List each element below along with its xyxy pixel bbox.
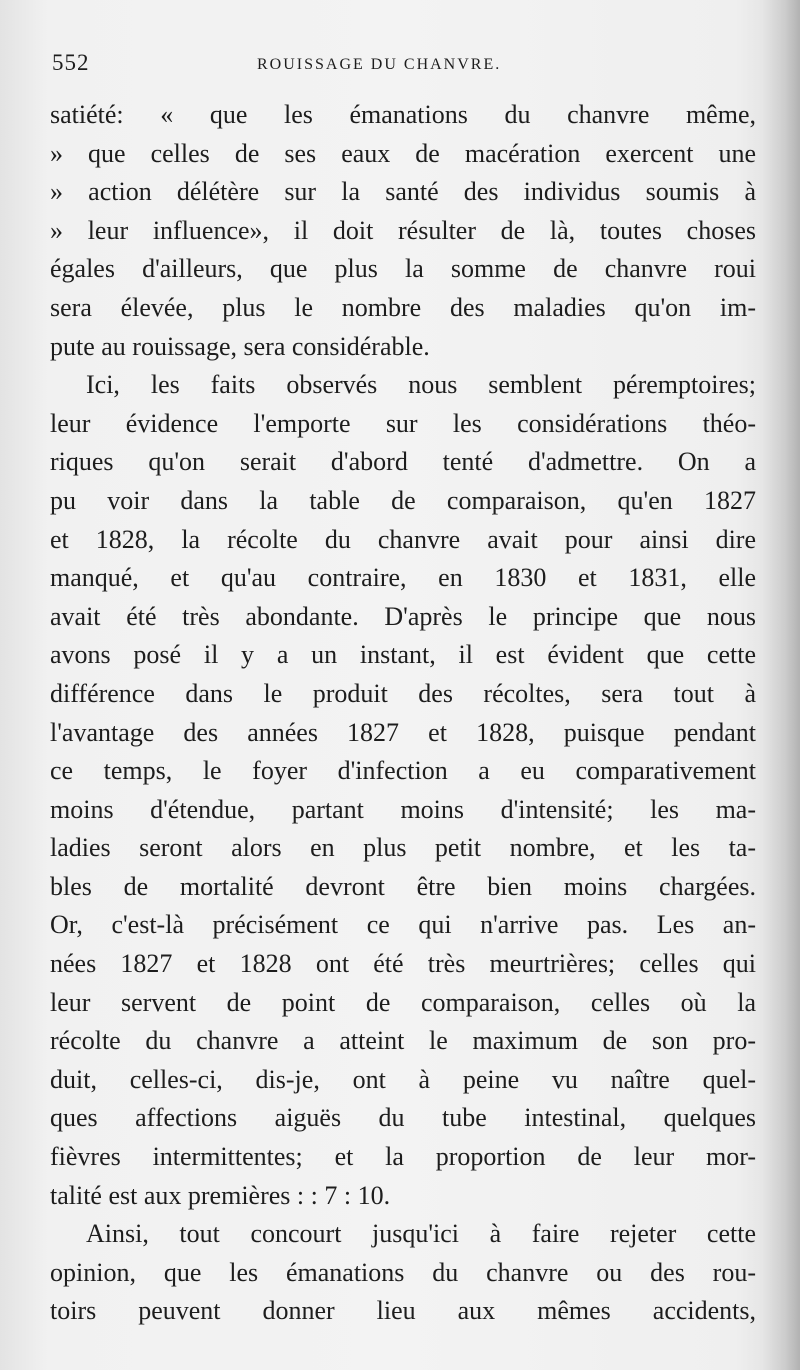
- text-line: avons posé il y a un instant, il est évident que cette: [50, 640, 756, 670]
- text-line: ladies seront alors en plus petit nombre, et les ta-: [50, 833, 756, 863]
- text-line: ce temps, le foyer d'infection a eu comparativement: [50, 756, 756, 786]
- text-line: et 1828, la récolte du chanvre avait pour ainsi dire: [50, 524, 756, 554]
- text-line: Ici, les faits observés nous semblent péremptoires;: [86, 370, 756, 400]
- text-line: leur évidence l'emporte sur les considérations théo-: [50, 408, 756, 438]
- text-line: » que celles de ses eaux de macération exercent une: [50, 138, 756, 168]
- text-line: opinion, que les émanations du chanvre ou des rou-: [50, 1257, 756, 1287]
- text-line: nées 1827 et 1828 ont été très meurtrières; celles qui: [50, 949, 756, 979]
- text-line: moins d'étendue, partant moins d'intensité; les ma-: [50, 794, 756, 824]
- text-line: bles de mortalité devront être bien moins chargées.: [50, 871, 756, 901]
- running-head: ROUISSAGE DU CHANVRE.: [257, 56, 502, 73]
- page-number: 552: [52, 50, 90, 75]
- text-line: talité est aux premières : : 7 : 10.: [50, 1180, 391, 1210]
- text-line: l'avantage des années 1827 et 1828, puisque pendant: [50, 717, 756, 747]
- text-line: » leur influence», il doit résulter de là, toutes choses: [50, 215, 756, 245]
- text-line: riques qu'on serait d'abord tenté d'admettre. On a: [50, 447, 756, 477]
- text-line: satiété: « que les émanations du chanvre même,: [50, 100, 756, 129]
- text-line: leur servent de point de comparaison, celles où la: [50, 987, 756, 1017]
- text-line: pu voir dans la table de comparaison, qu'en 1827: [50, 485, 756, 515]
- text-line: différence dans le produit des récoltes, sera tout à: [50, 678, 756, 708]
- text-line: récolte du chanvre a atteint le maximum de son pro-: [50, 1026, 756, 1056]
- body-text: [50, 96, 756, 1331]
- text-line: Or, c'est-là précisément ce qui n'arrive pas. Les an-: [50, 910, 756, 940]
- text-line: duit, celles-ci, dis-je, ont à peine vu naître quel-: [50, 1064, 756, 1094]
- page-edge-shadow: [762, 0, 800, 1370]
- page-header: [52, 50, 752, 84]
- text-line: ques affections aiguës du tube intestinal, quelques: [50, 1103, 756, 1133]
- text-line: manqué, et qu'au contraire, en 1830 et 1831, elle: [50, 563, 756, 593]
- text-line: fièvres intermittentes; et la proportion de leur mor-: [50, 1142, 756, 1172]
- text-line: pute au rouissage, sera considérable.: [50, 331, 430, 361]
- text-line: » action délétère sur la santé des individus soumis à: [50, 177, 756, 207]
- text-line: toirs peuvent donner lieu aux mêmes accidents,: [50, 1296, 756, 1326]
- text-line: avait été très abondante. D'après le principe que nous: [50, 601, 756, 631]
- text-line: sera élevée, plus le nombre des maladies qu'on im-: [50, 292, 756, 322]
- text-line: Ainsi, tout concourt jusqu'ici à faire rejeter cette: [86, 1219, 756, 1249]
- text-line: égales d'ailleurs, que plus la somme de chanvre roui: [50, 254, 756, 284]
